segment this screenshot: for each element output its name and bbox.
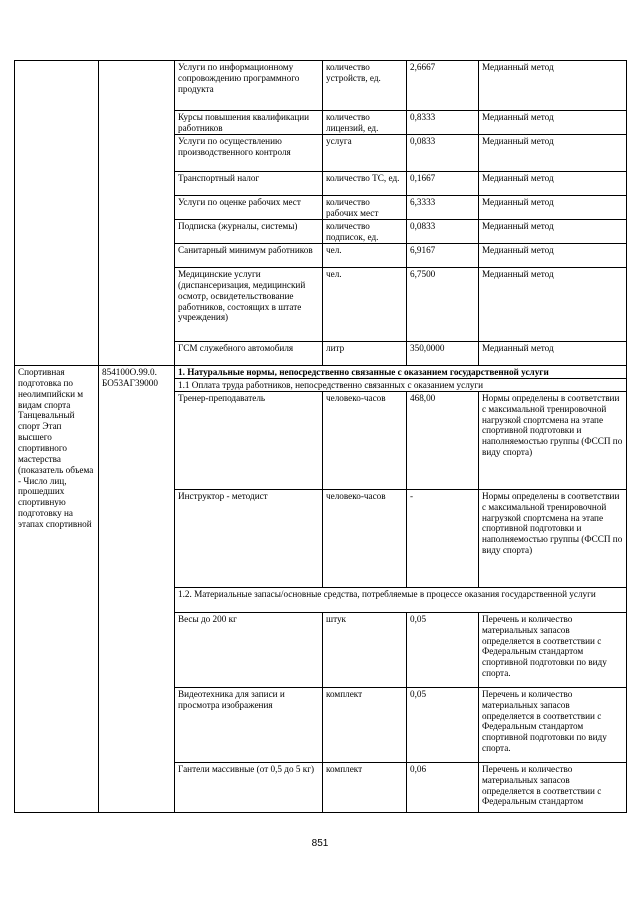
section-header-row — [15, 366, 627, 379]
norm-unit: штук — [323, 612, 407, 687]
norm-unit: комплект — [323, 687, 407, 762]
norm-name: ГСМ служебного автомобиля — [175, 342, 323, 366]
norm-value: 0,05 — [407, 612, 479, 687]
norm-name: Услуги по информационному сопровождению программного продукта — [175, 61, 323, 111]
norm-value: 350,0000 — [407, 342, 479, 366]
norm-method: Медианный метод — [479, 111, 627, 135]
norm-name: Услуги по осуществлению производственного контроля — [175, 135, 323, 172]
norm-unit: услуга — [323, 135, 407, 172]
norm-unit: количество ТС, ед. — [323, 172, 407, 196]
norm-method: Медианный метод — [479, 268, 627, 342]
norm-name: Тренер-преподаватель — [175, 391, 323, 489]
norm-method: Медианный метод — [479, 196, 627, 220]
norm-name: Видеотехника для записи и просмотра изображения — [175, 687, 323, 762]
norm-name: Весы до 200 кг — [175, 612, 323, 687]
subsection-heading: 1.1 Оплата труда работников, непосредственно связанных с оказанием услуги — [175, 379, 627, 392]
norm-name: Инструктор - методист — [175, 489, 323, 587]
norm-note: Нормы определены в соответствии с максимальной тренировочной нагрузкой спортсмена на этапе спортивной подготовки и наполняемостью группы (ФССП по виду спорта) — [479, 391, 627, 489]
norm-value: 6,7500 — [407, 268, 479, 342]
norm-value: 0,06 — [407, 762, 479, 812]
norm-value: 0,0833 — [407, 220, 479, 244]
norm-unit: комплект — [323, 762, 407, 812]
norm-value: 0,0833 — [407, 135, 479, 172]
norm-value: 468,00 — [407, 391, 479, 489]
service-name: Спортивная подготовка по неолимпийски м видам спорта Танцевальный спорт Этап высшего спортивного мастерства (показатель объема - Число лиц, прошедших спортивную подготовку на этапах спортивной — [15, 366, 99, 813]
norm-note: Перечень и количество материальных запасов определяется в соответствии с Федеральным стандартом спортивной подготовки по виду спорта. — [479, 612, 627, 687]
norm-name: Подписка (журналы, системы) — [175, 220, 323, 244]
norm-value: 6,9167 — [407, 244, 479, 268]
norm-name: Санитарный минимум работников — [175, 244, 323, 268]
norm-note: Нормы определены в соответствии с максимальной тренировочной нагрузкой спортсмена на этапе спортивной подготовки и наполняемостью группы (ФССП по виду спорта) — [479, 489, 627, 587]
table-row — [15, 61, 627, 111]
norm-method: Медианный метод — [479, 172, 627, 196]
norm-unit: количество подписок, ед. — [323, 220, 407, 244]
norm-method: Медианный метод — [479, 244, 627, 268]
norms-table — [14, 60, 627, 813]
norm-method: Медианный метод — [479, 135, 627, 172]
page-number: 851 — [311, 838, 329, 849]
norm-unit: количество рабочих мест — [323, 196, 407, 220]
norm-name: Гантели массивные (от 0,5 до 5 кг) — [175, 762, 323, 812]
norm-unit: чел. — [323, 244, 407, 268]
norm-value: 0,05 — [407, 687, 479, 762]
norm-value: 6,3333 — [407, 196, 479, 220]
norm-name: Транспортный налог — [175, 172, 323, 196]
subsection-heading: 1.2. Материальные запасы/основные средства, потребляемые в процессе оказания государственной услуги — [175, 587, 627, 612]
norm-name: Медицинские услуги (диспансеризация, медицинский осмотр, освидетельствование работников, состоящих в штате учреждения) — [175, 268, 323, 342]
norm-value: 0,1667 — [407, 172, 479, 196]
norm-value: 0,8333 — [407, 111, 479, 135]
norm-method: Медианный метод — [479, 342, 627, 366]
norm-unit: человеко-часов — [323, 489, 407, 587]
norm-name: Курсы повышения квалификации работников — [175, 111, 323, 135]
norm-value: 2,6667 — [407, 61, 479, 111]
service-name-cell-empty — [15, 61, 99, 366]
norm-unit: чел. — [323, 268, 407, 342]
service-code: 854100О.99.0. БО53АГ39000 — [99, 366, 175, 813]
norm-unit: литр — [323, 342, 407, 366]
norm-unit: количество устройств, ед. — [323, 61, 407, 111]
norm-value: - — [407, 489, 479, 587]
norm-method: Медианный метод — [479, 61, 627, 111]
norm-note: Перечень и количество материальных запасов определяется в соответствии с Федеральным стандартом спортивной подготовки по виду спорта. — [479, 687, 627, 762]
norm-name: Услуги по оценке рабочих мест — [175, 196, 323, 220]
section-heading: 1. Натуральные нормы, непосредственно связанные с оказанием государственной услуги — [175, 366, 627, 379]
service-code-cell-empty — [99, 61, 175, 366]
norm-method: Медианный метод — [479, 220, 627, 244]
norm-unit: человеко-часов — [323, 391, 407, 489]
norm-unit: количество лицензий, ед. — [323, 111, 407, 135]
norm-note: Перечень и количество материальных запасов определяется в соответствии с Федеральным стандартом — [479, 762, 627, 812]
